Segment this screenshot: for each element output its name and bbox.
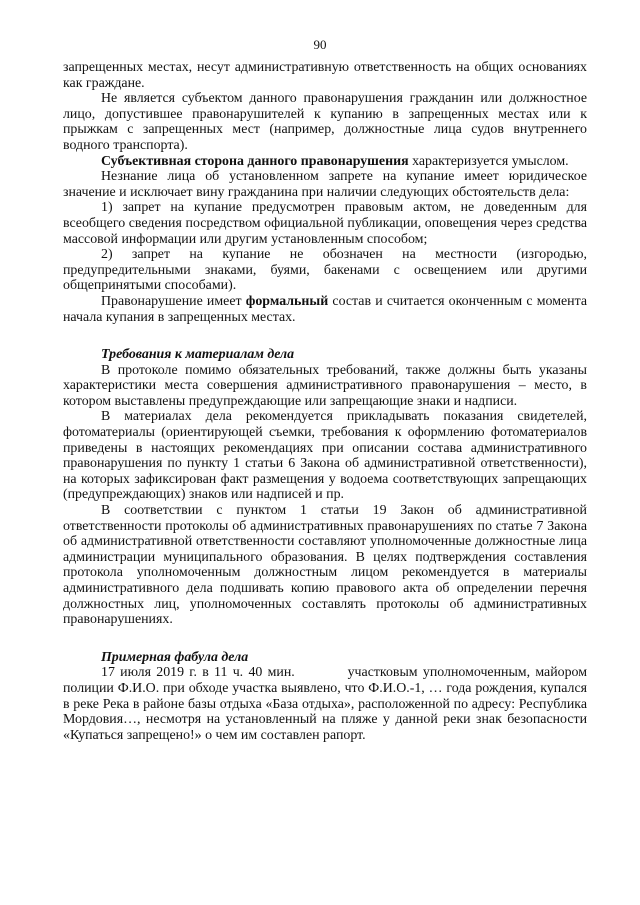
- paragraph-case-example: 17 июля 2019 г. в 11 ч. 40 мин. участковым уполномоченным, майором полиции Ф.И.О. при обходе участка выявлено, что Ф.И.О.-1, … года рождения, купался в реке Река в районе базы отдыха «База отдыха», расположенной по адресу: Республика Мордовия…, несмотря на установленный на пляже у данной реки знак безопасности «Купаться запрещено!» о чем им составлен рапорт.: [63, 665, 591, 743]
- formal-term: формальный: [245, 293, 329, 309]
- formal-text-start: Правонарушение имеет: [101, 293, 246, 309]
- paragraph-ignorance: Незнание лица об установленном запрете на купание имеет юридическое значение и исключает вину гражданина при наличии следующих обстоятельств дела:: [63, 169, 587, 200]
- paragraph-subject-exclusion: Не является субъектом данного правонарушения гражданин или должностное лицо, допустившее правонарушителей к купанию в запрещенных местах или к прыжкам с запрещенных мест (например, должностные лица судов внутреннего водного транспорта).: [63, 91, 587, 153]
- formal-text-end: состав и считается оконченным с момента начала купания в запрещенных местах.: [63, 293, 587, 325]
- subjective-side-term: Субъективная сторона данного правонарушения: [101, 153, 409, 169]
- paragraph-authorized-officials: В соответствии с пунктом 1 статьи 19 Закон об административной ответственности протоколы об административных правонарушениях по статье 7 Закона об административной ответственности составляют уполномоченные должностные лица администрации муниципального образования. В целях подтверждения составления протокола уполномоченным должностным лицом рекомендуется в материалы административного дела подшивать копию правового акта об определении перечня должностных лиц, уполномоченных составлять протоколы об административных правонарушениях.: [63, 503, 587, 628]
- paragraph-protocol-requirements: В протоколе помимо обязательных требований, также должны быть указаны характеристики места совершения административного правонарушения – место, в котором выставлены предупреждающие или запрещающие знаки и надписи.: [63, 362, 587, 409]
- document-body: [63, 60, 591, 743]
- list-item-1: 1) запрет на купание предусмотрен правовым актом, не доведенным для всеобщего сведения посредством официальной публикации, оповещения через средства массовой информации или другим установленным способом;: [63, 200, 587, 247]
- subjective-side-text: характеризуется умыслом.: [408, 153, 569, 169]
- section-heading-case-example: Примерная фабула дела: [101, 649, 249, 665]
- paragraph-subjective-side: [63, 154, 587, 170]
- list-item-2: 2) запрет на купание не обозначен на местности (изгородью, предупредительными знаками, буями, бакенами с освещением или другими общепринятыми способами).: [63, 247, 587, 294]
- page-number: 90: [313, 37, 327, 52]
- paragraph-continuation: запрещенных местах, несут административную ответственность на общих основаниях как граждане.: [63, 60, 587, 91]
- section-heading-materials: Требования к материалам дела: [101, 347, 295, 363]
- paragraph-case-materials: В материалах дела рекомендуется прикладывать показания свидетелей, фотоматериалы (ориентирующей съемки, требования к оформлению фотоматериалов приведены в настоящих рекомендациях при описании состава административного правонарушения по пункту 1 статьи 6 Закона об административной ответственности), на которых зафиксирован факт размещения у водоема соответствующих запрещающих (предупреждающих) знаков или надписей и пр.: [63, 409, 587, 503]
- paragraph-formal-composition: [63, 294, 587, 325]
